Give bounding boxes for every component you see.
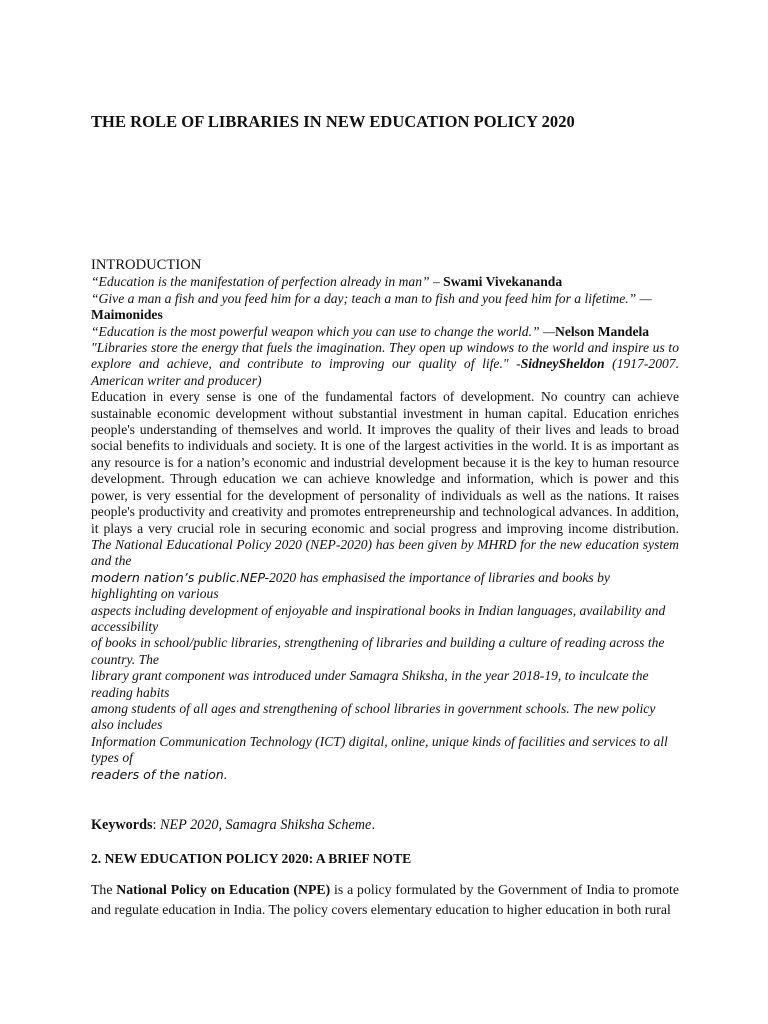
nep-text: The National Educational Policy 2020 (NEP-2020) has been given by MHRD for the new education system and the bbox=[91, 536, 679, 569]
quote-maimonides bbox=[91, 291, 679, 324]
quote-author: Nelson Mandela bbox=[555, 323, 650, 339]
quote-text: "Libraries store the energy that fuels the imagination. They open up windows to the world and inspire us to explore and achieve, and contribute to improving our quality of life." - bbox=[91, 340, 679, 372]
introduction-heading: INTRODUCTION bbox=[91, 257, 202, 273]
introduction-section bbox=[91, 257, 679, 783]
nep-closing-line: readers of the nation. bbox=[91, 766, 228, 782]
npe-text: is a policy formulated by the Government of India to promote and regulate education in India. The policy covers elementary education to higher education in both rural bbox=[91, 882, 679, 917]
quote-author: SidneySheldon bbox=[520, 356, 605, 372]
quote-sheldon bbox=[91, 340, 679, 389]
npe-text: The bbox=[91, 882, 117, 897]
keywords-label: Keywords bbox=[91, 817, 153, 833]
nep-text-line: of books in school/public libraries, strengthening of libraries and building a culture of reading across the country. The bbox=[91, 635, 665, 667]
quote-author: Swami Vivekananda bbox=[439, 274, 563, 290]
npe-bold-text: National Policy on Education (NPE) bbox=[116, 882, 331, 897]
quote-vivekananda bbox=[91, 274, 679, 290]
keywords-line bbox=[91, 816, 375, 834]
introduction-body bbox=[91, 389, 679, 569]
npe-paragraph bbox=[91, 880, 679, 920]
quote-note: (1917-2007. American writer and producer) bbox=[91, 356, 680, 388]
quote-author: Maimonides bbox=[91, 307, 163, 323]
keywords-separator: : bbox=[152, 817, 160, 833]
nep-paragraph bbox=[91, 570, 679, 603]
section-heading: 2. NEW EDUCATION POLICY 2020: A BRIEF NOTE bbox=[91, 851, 412, 866]
nep-text: 2020 has emphasised the importance of libraries and books by highlighting on various bbox=[91, 569, 610, 602]
quote-text: “Education is the most powerful weapon which you can use to change the world.” — bbox=[91, 323, 556, 339]
nep-text-line: Information Communication Technology (ICT) digital, online, unique kinds of facilities and services to all types of bbox=[91, 733, 668, 766]
quote-mandela bbox=[91, 324, 679, 340]
nep-text-line: library grant component was introduced under Samagra Shiksha, in the year 2018-19, to inculcate the reading habits bbox=[91, 668, 649, 700]
keywords-values: NEP 2020, Samagra Shiksha Scheme bbox=[159, 817, 372, 833]
quote-text: “Education is the manifestation of perfection already in man” – bbox=[91, 274, 440, 290]
nep-text-line: aspects including development of enjoyable and inspirational books in Indian languages, availability and accessibility bbox=[91, 602, 666, 634]
quote-text: “Give a man a fish and you feed him for a day; teach a man to fish and you feed him for a lifetime.” — bbox=[91, 290, 652, 306]
body-text: Education in every sense is one of the fundamental factors of development. No country can achieve sustainable economic development without substantial investment in human capital. Education enriches people's understanding of themselves and world. It improves the quality of their lives and leads to broad social benefits to individuals and society. It is one of the largest activities in the world. It is as important as any resource is for a nation’s economic and industrial development because it is the key to human resource development. Through education we can achieve knowledge and information, which is power and this power, is very essential for the development of personality of individuals as well as the nations. It raises people's productivity and creativity and promotes entrepreneurship and technological advances. In addition, it plays a very crucial role in securing economic and social progress and improving income distribution. bbox=[91, 389, 679, 536]
nep-text-line: among students of all ages and strengthening of school libraries in government schools. The new policy also includes bbox=[91, 700, 656, 733]
nep-sans-text: modern nation’s public.NEP- bbox=[91, 569, 269, 585]
keywords-end: . bbox=[371, 817, 376, 832]
document-title: THE ROLE OF LIBRARIES IN NEW EDUCATION POLICY 2020 bbox=[91, 112, 575, 131]
